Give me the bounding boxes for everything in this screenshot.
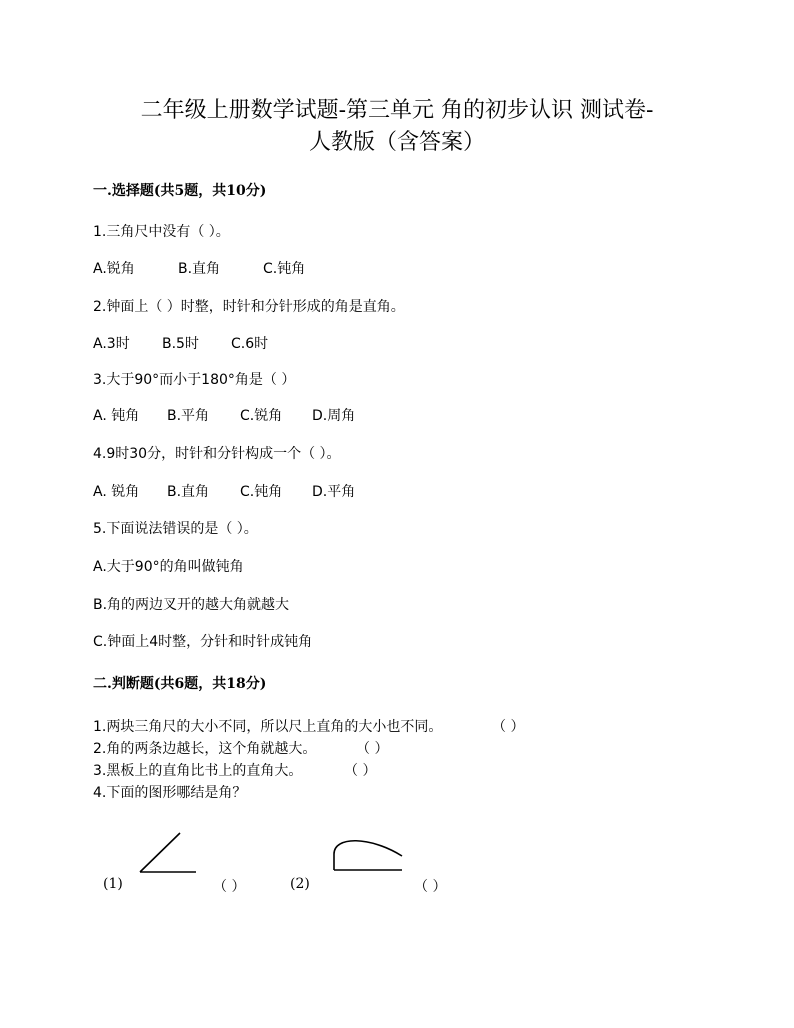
page-title-line-2: 人教版（含答案） bbox=[308, 130, 485, 155]
question-5-stem: 5.下面说法错误的是（ ）。 bbox=[93, 521, 258, 537]
question-2-option-b: B.5时 bbox=[162, 336, 199, 352]
tf-item-4-text: 4.下面的图形哪结是角？ bbox=[93, 785, 247, 801]
question-5-option-b: B.角的两边叉开的越大角就越大 bbox=[93, 597, 290, 613]
question-5-option-c: C.钟面上4时整，分针和时针成钝角 bbox=[93, 634, 313, 650]
question-3-option-b: B.平角 bbox=[167, 408, 210, 424]
tf-item-2-text: 2.角的两条边越长，这个角就越大。 bbox=[93, 741, 317, 757]
question-4-option-c: C.钝角 bbox=[240, 484, 283, 500]
question-4-option-d: D.平角 bbox=[312, 484, 356, 500]
question-3-option-c: C.锐角 bbox=[240, 408, 283, 424]
question-4-option-a: A. 锐角 bbox=[93, 484, 140, 500]
tf-item-1-answer-blank: （ ） bbox=[492, 719, 525, 735]
figure-2-label: (2) bbox=[290, 876, 310, 892]
question-4-stem: 4.9时30分，时针和分针构成一个（ ）。 bbox=[93, 446, 341, 462]
question-4-option-b: B.直角 bbox=[167, 484, 210, 500]
question-2-option-a: A.3时 bbox=[93, 336, 130, 352]
section-heading-multiple-choice: 一.选择题(共5题，共10分) bbox=[93, 183, 267, 199]
figure-1-angle-shape bbox=[138, 828, 200, 876]
question-5-option-a: A.大于90°的角叫做钝角 bbox=[93, 559, 244, 575]
question-1-stem: 1.三角尺中没有（ ）。 bbox=[93, 224, 230, 240]
question-1-option-c: C.钝角 bbox=[263, 261, 306, 277]
question-3-stem: 3.大于90°而小于180°角是（ ） bbox=[93, 372, 296, 388]
question-2-stem: 2.钟面上（ ）时整，时针和分针形成的角是直角。 bbox=[93, 299, 405, 315]
question-3-option-a: A. 钝角 bbox=[93, 408, 140, 424]
question-1-option-a: A.锐角 bbox=[93, 261, 135, 277]
question-2-option-c: C.6时 bbox=[231, 336, 269, 352]
tf-item-3-answer-blank: （ ） bbox=[344, 763, 377, 779]
question-3-option-d: D.周角 bbox=[312, 408, 356, 424]
figure-2-answer-blank: （ ） bbox=[414, 879, 447, 895]
tf-item-1-text: 1.两块三角尺的大小不同，所以尺上直角的大小也不同。 bbox=[93, 719, 443, 735]
page-title-line-1: 二年级上册数学试题-第三单元 角的初步认识 测试卷- bbox=[140, 98, 654, 123]
question-1-option-b: B.直角 bbox=[178, 261, 221, 277]
tf-item-2-answer-blank: （ ） bbox=[356, 741, 389, 757]
figure-1-label: (1) bbox=[103, 876, 123, 892]
figure-2-curved-shape bbox=[330, 834, 406, 874]
figure-1-answer-blank: （ ） bbox=[213, 879, 246, 895]
section-heading-true-false: 二.判断题(共6题，共18分) bbox=[93, 676, 267, 692]
tf-item-3-text: 3.黑板上的直角比书上的直角大。 bbox=[93, 763, 303, 779]
